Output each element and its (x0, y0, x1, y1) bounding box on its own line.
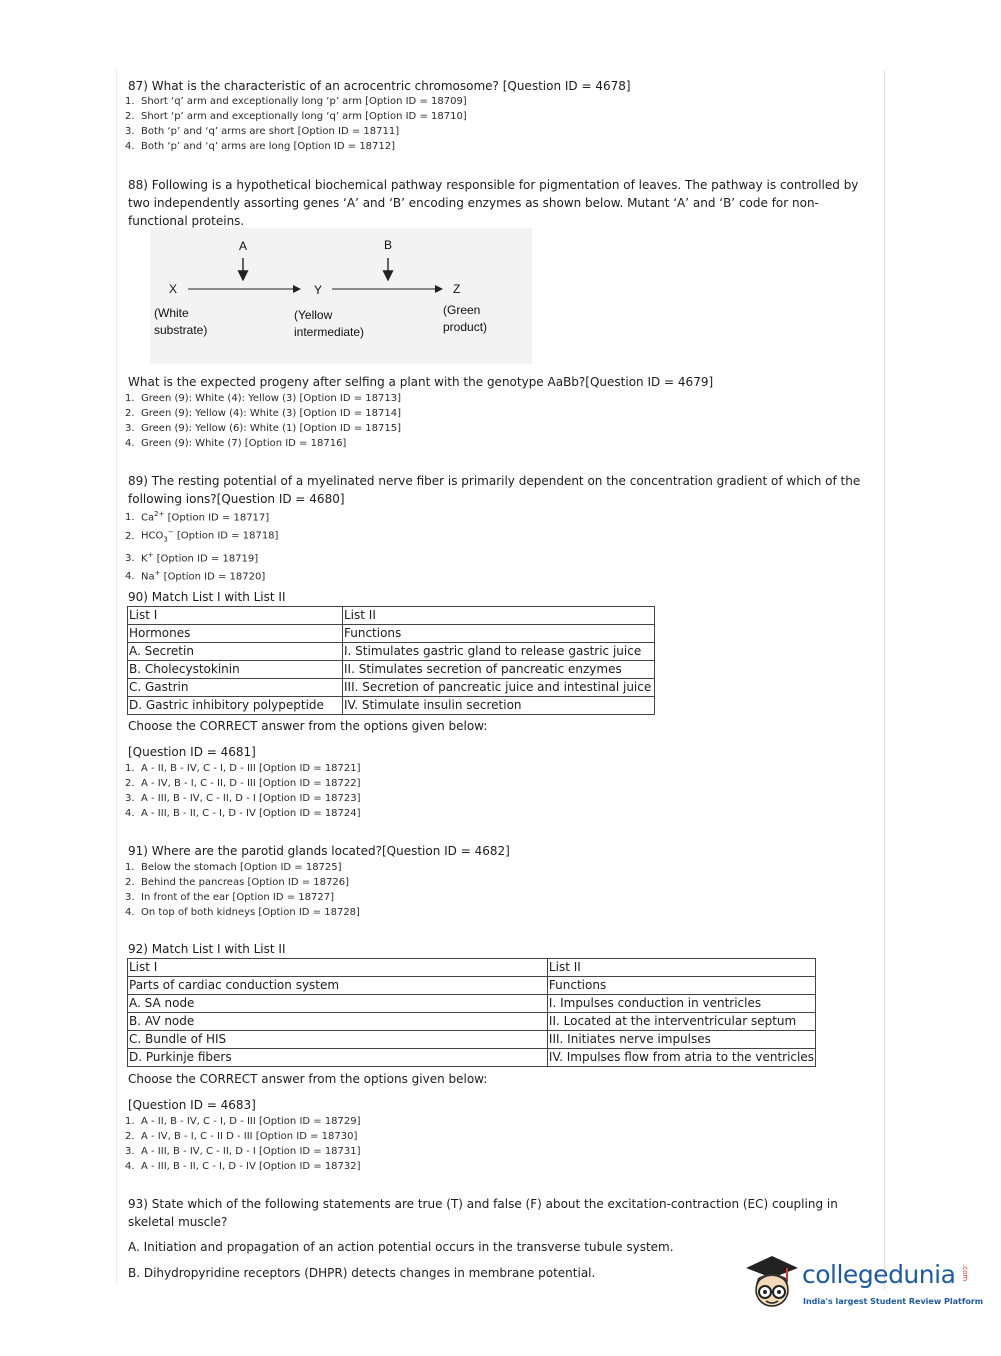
q90-question-id: [Question ID = 4681] (128, 745, 256, 759)
table-row: D. Gastric inhibitory polypeptide IV. Stimulate insulin secretion (128, 697, 655, 715)
y-label: Y (314, 283, 323, 297)
brand-name: collegedunia (802, 1260, 956, 1289)
q87-question: 87) What is the characteristic of an acrocentric chromosome? [Question ID = 4678] (128, 79, 631, 93)
option[interactable]: 3. Green (9): Yellow (6): White (1) [Option ID = 18715] (125, 423, 402, 434)
table-row: B. Cholecystokinin II. Stimulates secretion of pancreatic enzymes (128, 661, 655, 679)
z-label: Z (453, 282, 461, 296)
option[interactable]: 4. A - III, B - II, C - I, D - IV [Option ID = 18732] (125, 1161, 361, 1172)
q90-match-table (127, 606, 655, 715)
option[interactable]: 1. Green (9): White (4): Yellow (3) [Option ID = 18713] (125, 393, 402, 404)
option[interactable]: 2. $HCO_3^-$ [Option ID = 18718] (125, 528, 279, 544)
q89-options (125, 507, 278, 584)
table-row: C. Bundle of HIS III. Initiates nerve impulses (128, 1031, 816, 1049)
option[interactable]: 3. A - III, B - IV, C - II, D - I [Option ID = 18723] (125, 793, 361, 804)
gene-a-label: A (239, 239, 248, 253)
option[interactable]: 2. A - IV, B - I, C - II, D - III [Option ID = 18722] (125, 778, 361, 789)
option[interactable]: 2. Green (9): Yellow (4): White (3) [Option ID = 18714] (125, 408, 402, 419)
option[interactable]: 4. Na+ [Option ID = 18720] (125, 568, 266, 583)
q88-intro: 88) Following is a hypothetical biochemical pathway responsible for pigmentation of leaves. The pathway is controlled by two independently assorting genes ‘A’ and ‘B’ encoding enzymes as shown below. Mutant ‘A’ and ‘B’ code for non- functional proteins. (128, 178, 859, 228)
option[interactable]: 1. Below the stomach [Option ID = 18725] (125, 862, 342, 873)
q90-options (125, 761, 361, 821)
option[interactable]: 2. A - IV, B - I, C - II D - III [Option ID = 18730] (125, 1131, 358, 1142)
collegedunia-logo[interactable] (742, 1250, 984, 1320)
x-label: X (169, 282, 178, 296)
option[interactable]: 4. Both ‘p’ and ‘q’ arms are long [Option ID = 18712] (125, 141, 396, 152)
table-row: A. SA node I. Impulses conduction in ventricles (128, 995, 816, 1013)
option[interactable]: 4. On top of both kidneys [Option ID = 18728] (125, 907, 360, 918)
q92-choose-text: Choose the CORRECT answer from the options given below: (128, 1072, 488, 1086)
page-right-rule (884, 70, 885, 1290)
option[interactable]: 1. $Ca^{2+}$ [Option ID = 18717] (125, 510, 270, 524)
q92-title: 92) Match List I with List II (128, 942, 286, 956)
page-left-rule (116, 70, 117, 1285)
q93-statement-b: B. Dihydropyridine receptors (DHPR) detects changes in membrane potential. (128, 1266, 596, 1280)
q90-title: 90) Match List I with List II (128, 590, 286, 604)
option[interactable]: 1. Short ‘q’ arm and exceptionally long ‘p’ arm [Option ID = 18709] (125, 96, 467, 107)
table-row: Parts of cardiac conduction system Functions (128, 977, 816, 995)
table-row: D. Purkinje fibers IV. Impulses flow from atria to the ventricles (128, 1049, 816, 1067)
mascot-icon (742, 1250, 802, 1320)
q91-options (125, 860, 360, 920)
q89-question: 89) The resting potential of a myelinated nerve fiber is primarily dependent on the concentration gradient of which of the following ions?[Question ID = 4680] (128, 474, 861, 506)
pathway-arrows (150, 228, 532, 364)
q93-question: 93) State which of the following statements are true (T) and false (F) about the excitation-contraction (EC) coupling in skeletal muscle? (128, 1197, 838, 1229)
table-row: List I List II (128, 959, 816, 977)
x-description: (White substrate) (154, 306, 208, 337)
pathway-diagram (150, 228, 532, 364)
brand-tagline: India's largest Student Review Platform (803, 1297, 984, 1306)
z-description: (Green product) (443, 303, 488, 334)
q88-question: What is the expected progeny after selfing a plant with the genotype AaBb?[Question ID = 4679] (128, 375, 714, 389)
table-row: C. Gastrin III. Secretion of pancreatic juice and intestinal juice (128, 679, 655, 697)
table-row: List I List II (128, 607, 655, 625)
option[interactable]: 1. A - II, B - IV, C - I, D - III [Option ID = 18729] (125, 1116, 361, 1127)
q90-choose-text: Choose the CORRECT answer from the options given below: (128, 719, 488, 733)
brand-dotcom: .com (961, 1264, 969, 1282)
q93-statement-a: A. Initiation and propagation of an action potential occurs in the transverse tubule system. (128, 1240, 674, 1254)
option[interactable]: 4. Green (9): White (7) [Option ID = 18716] (125, 438, 347, 449)
q87-options (125, 94, 467, 154)
option[interactable]: 4. A - III, B - II, C - I, D - IV [Option ID = 18724] (125, 808, 361, 819)
option[interactable]: 2. Behind the pancreas [Option ID = 18726] (125, 877, 350, 888)
option[interactable]: 3. Both ‘p’ and ‘q’ arms are short [Option ID = 18711] (125, 126, 400, 137)
q92-question-id: [Question ID = 4683] (128, 1098, 256, 1112)
option[interactable]: 2. Short ‘p’ arm and exceptionally long ‘q’ arm [Option ID = 18710] (125, 111, 467, 122)
q92-options (125, 1114, 361, 1174)
gene-b-label: B (384, 238, 393, 252)
q92-match-table (127, 958, 816, 1067)
table-row: Hormones Functions (128, 625, 655, 643)
option[interactable]: 3. In front of the ear [Option ID = 18727] (125, 892, 334, 903)
table-row: A. Secretin I. Stimulates gastric gland to release gastric juice (128, 643, 655, 661)
y-description: (Yellow intermediate) (294, 308, 365, 339)
option[interactable]: 3. K+ [Option ID = 18719] (125, 550, 259, 564)
q91-question: 91) Where are the parotid glands located?[Question ID = 4682] (128, 844, 510, 858)
option[interactable]: 1. A - II, B - IV, C - I, D - III [Option ID = 18721] (125, 763, 361, 774)
option[interactable]: 3. A - III, B - IV, C - II, D - I [Option ID = 18731] (125, 1146, 361, 1157)
table-row: B. AV node II. Located at the interventricular septum (128, 1013, 816, 1031)
q88-options (125, 391, 401, 451)
